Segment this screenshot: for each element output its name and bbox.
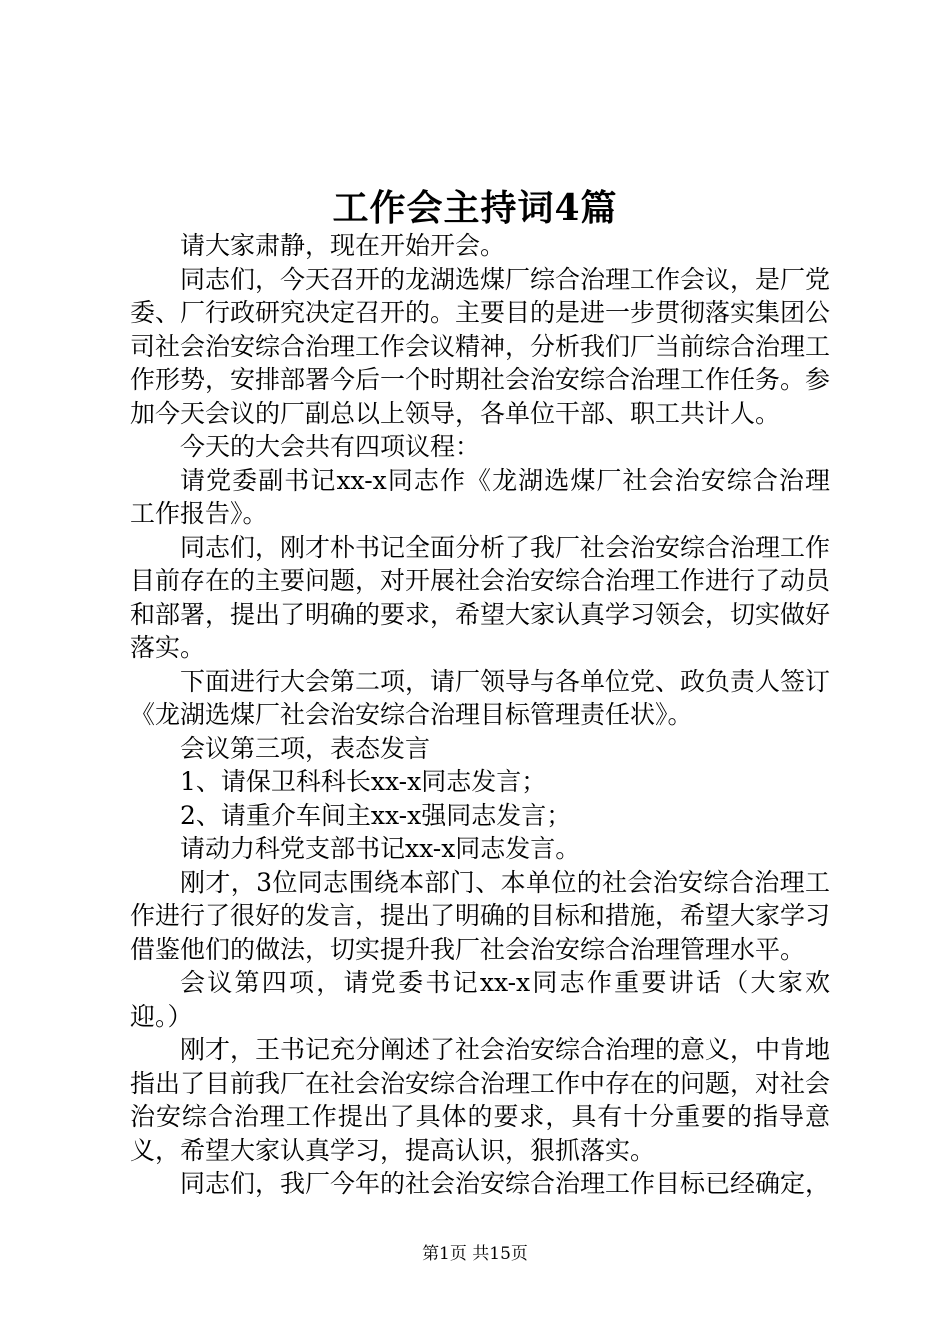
paragraph: 同志们，今天召开的龙湖选煤厂综合治理工作会议，是厂党委、厂行政研究决定召开的。主要目的是进一步贯彻落实集团公司社会治安综合治理工作会议精神，分析我们厂当前综合治理工作形势，安排部署今后一个时期社会治安综合治理工作任务。参加今天会议的厂副总以上领导，各单位干部、职工共计人。 [130, 264, 831, 428]
paragraph: 刚才，3位同志围绕本部门、本单位的社会治安综合治理工作进行了很好的发言，提出了明确的目标和措施，希望大家学习借鉴他们的做法，切实提升我厂社会治安综合治理管理水平。 [130, 867, 831, 964]
document-body [130, 229, 830, 1201]
paragraph: 今天的大会共有四项议程： [180, 432, 481, 461]
paragraph: 2、请重介车间主xx-x强同志发言； [180, 800, 572, 830]
paragraph: 请党委副书记xx-x同志作《龙湖选煤厂社会治安综合治理工作报告》。 [130, 465, 830, 528]
document-title: 工作会主持词4篇 [332, 187, 618, 229]
paragraph: 请大家肃静，现在开始开会。 [180, 231, 506, 260]
paragraph: 请动力科党支部书记xx-x同志发言。 [180, 834, 581, 863]
page-footer: 第1页 共15页 [422, 1244, 528, 1264]
paragraph: 刚才，王书记充分阐述了社会治安综合治理的意义，中肯地指出了目前我厂在社会治安综合治理工作中存在的问题，对社会治安综合治理工作提出了具体的要求，具有十分重要的指导意义，希望大家认真学习，提高认识，狠抓落实。 [130, 1035, 831, 1165]
paragraph: 同志们，刚才朴书记全面分析了我厂社会治安综合治理工作目前存在的主要问题，对开展社会治安综合治理工作进行了动员和部署，提出了明确的要求，希望大家认真学习领会，切实做好落实。 [130, 532, 831, 662]
paragraph: 会议第四项，请党委书记xx-x同志作重要讲话（大家欢迎。） [130, 968, 830, 1031]
paragraph: 1、请保卫科科长xx-x同志发言； [180, 767, 547, 796]
paragraph: 下面进行大会第二项，请厂领导与各单位党、政负责人签订《龙湖选煤厂社会治安综合治理目标管理责任状》。 [130, 666, 831, 729]
paragraph: 同志们，我厂今年的社会治安综合治理工作目标已经确定， [180, 1169, 831, 1198]
paragraph: 会议第三项，表态发言 [180, 733, 431, 763]
